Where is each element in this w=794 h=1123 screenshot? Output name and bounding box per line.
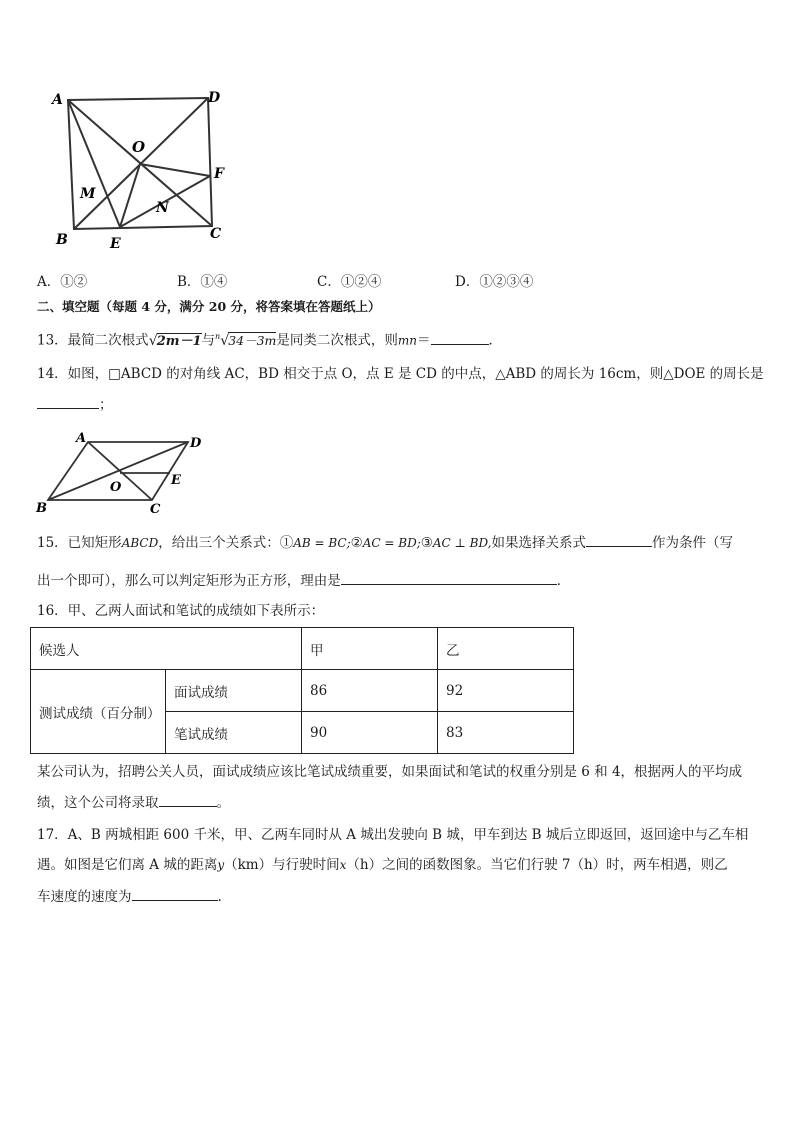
table-header-row — [31, 628, 574, 670]
cell-jia: 90 — [302, 712, 438, 754]
cell-yi: 92 — [438, 670, 574, 712]
score-table — [30, 627, 574, 754]
segment-ae — [68, 100, 120, 227]
question-16-line-2: 绩，这个公司将录取 。 — [37, 792, 230, 813]
question-17-line-3: 车速度的速度为 . — [37, 886, 222, 907]
label-a: A — [76, 431, 87, 446]
question-13: 13．最简二次根式 √ 2m－1与$^n$ √ 34－3m是同类二次根式，则mn＝ ． — [37, 327, 502, 352]
question-14-answer: ； — [37, 394, 113, 415]
label-o: O — [110, 480, 122, 495]
label-a: A — [52, 92, 63, 108]
question-15-line-2: 出一个即可），那么可以判定矩形为正方形，理由是 ． — [37, 570, 570, 591]
option-b: B．①④ — [177, 274, 228, 290]
header-jia: 甲 — [302, 628, 438, 670]
label-b: B — [36, 501, 47, 516]
question-16-line-1: 某公司认为，招聘公关人员，面试成绩应该比笔试成绩重要，如果面试和笔试的权重分别是 6 和 4，根据两人的平均成 — [37, 764, 743, 780]
cell-yi: 83 — [438, 712, 574, 754]
header-candidate: 候选人 — [31, 628, 302, 670]
label-n: N — [156, 200, 169, 216]
diagonal-ac — [68, 100, 212, 226]
option-a: A．①② — [37, 274, 88, 290]
question-14: 14．如图，□ABCD 的对角线 AC，BD 相交于点 O，点 E 是 CD 的中点，△ABD 的周长为 16cm，则△DOE 的周长是 — [37, 366, 764, 382]
question-17-line-1: 17．A、B 两城相距 600 千米，甲、乙两车同时从 A 城出发驶向 B 城，甲车到达 B 城后立即返回，返回途中与乙车相 — [37, 827, 749, 843]
table-row — [31, 670, 574, 712]
label-f: F — [214, 166, 224, 182]
row-label: 面试成绩 — [166, 670, 302, 712]
label-e: E — [110, 236, 121, 252]
section-title: 二、填空题（每题 4 分，满分 20 分，将答案填在答题纸上） — [37, 299, 381, 314]
label-d: D — [190, 436, 202, 451]
label-o: O — [132, 138, 146, 156]
label-c: C — [150, 502, 161, 517]
label-d: D — [208, 90, 221, 106]
question-16-intro: 16．甲、乙两人面试和笔试的成绩如下表所示： — [37, 603, 325, 619]
group-label: 测试成绩（百分制） — [31, 670, 166, 754]
row-label: 笔试成绩 — [166, 712, 302, 754]
cell-jia: 86 — [302, 670, 438, 712]
figure-2-parallelogram — [32, 428, 212, 518]
label-e: E — [171, 473, 181, 488]
question-17-line-2: 遇。如图是它们离 A 城的距离y（km）与行驶时间x（h）之间的函数图象。当它们行驶 7（h）时，两车相遇，则乙 — [37, 857, 728, 873]
figure-1-square-diagram — [48, 86, 238, 256]
label-c: C — [210, 226, 222, 242]
label-m: M — [80, 186, 96, 202]
header-yi: 乙 — [438, 628, 574, 670]
segment-of — [140, 164, 210, 176]
option-c: C．①②④ — [317, 274, 382, 290]
option-d: D．①②③④ — [455, 274, 534, 290]
question-15: 15．已知矩形ABCD，给出三个关系式：①AB = BC;②AC = BD;③AC ⊥ BD,如果选择关系式 作为条件（写 — [37, 532, 733, 553]
label-b: B — [56, 232, 68, 248]
